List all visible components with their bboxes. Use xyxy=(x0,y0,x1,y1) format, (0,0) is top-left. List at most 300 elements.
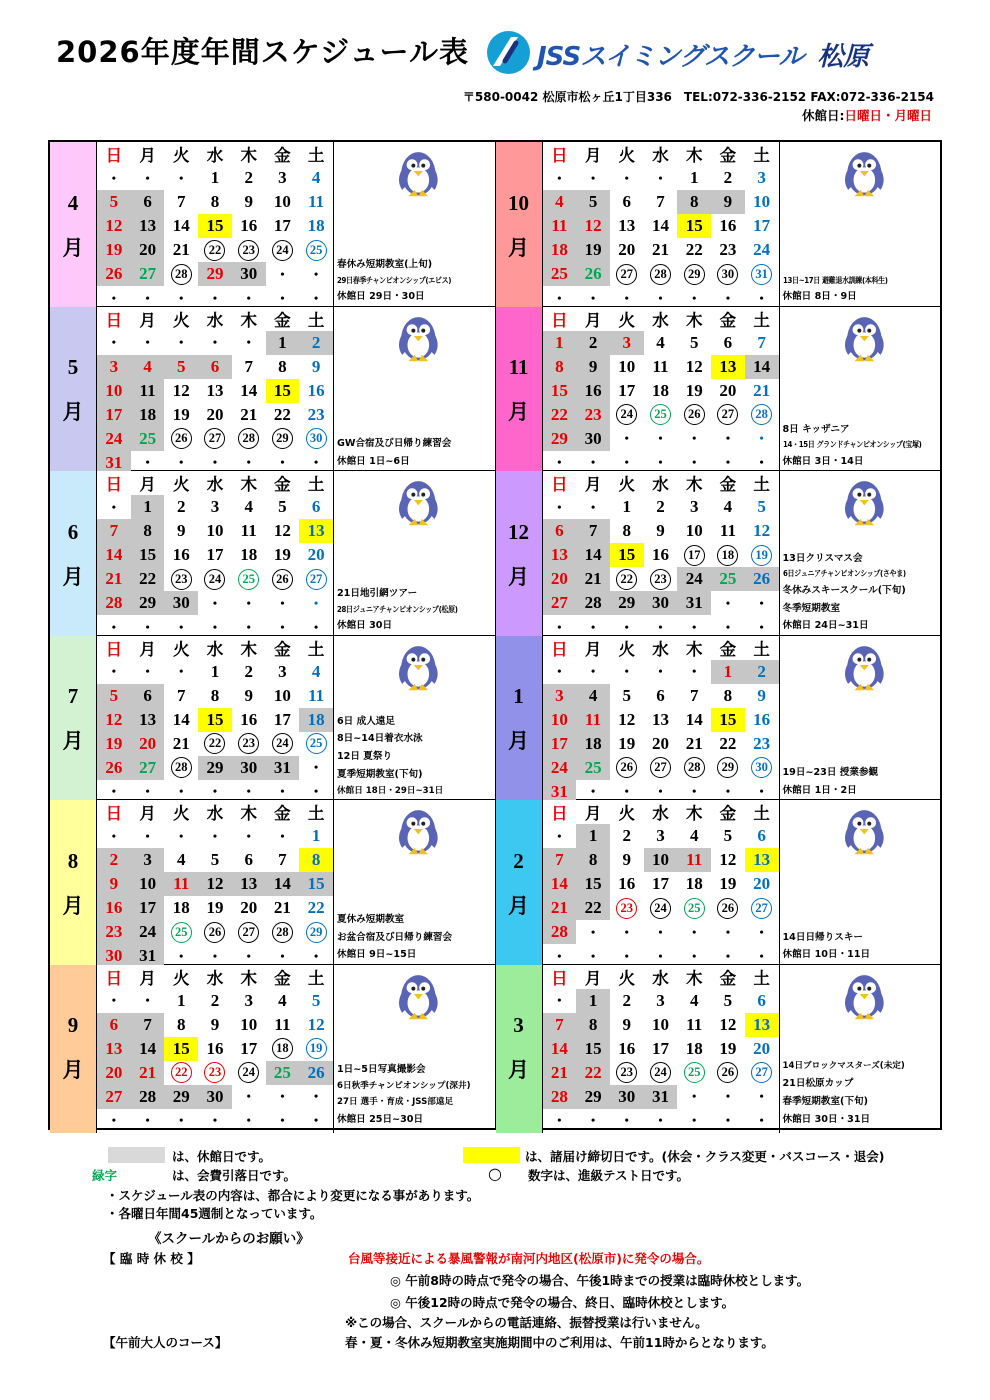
day-cell xyxy=(543,872,577,896)
day-number: 9 xyxy=(109,874,119,893)
test-day-number: 26 xyxy=(204,922,225,943)
day-number: • xyxy=(246,455,251,469)
day-number: 15 xyxy=(719,709,737,729)
test-day-number: 24 xyxy=(204,569,225,590)
day-number: • xyxy=(111,784,116,798)
day-number: 24 xyxy=(139,922,157,941)
day-cell xyxy=(198,824,232,848)
day-cell xyxy=(131,190,165,214)
day-number: 10 xyxy=(273,192,291,211)
day-cell xyxy=(232,403,266,427)
day-cell xyxy=(164,495,198,519)
day-number: 7 xyxy=(244,356,253,376)
day-cell xyxy=(131,989,165,1013)
day-number: • xyxy=(111,170,116,185)
day-cell xyxy=(198,684,232,708)
day-number: 12 xyxy=(719,1014,737,1034)
day-cell xyxy=(97,1037,131,1061)
day-number: 2 xyxy=(210,990,220,1010)
logo-text: JSSスイミングスクール xyxy=(537,42,804,72)
day-number: 14 xyxy=(105,545,123,564)
day-number: 31 xyxy=(273,757,291,777)
day-number: 8 xyxy=(143,521,152,540)
day-cell xyxy=(198,543,232,567)
school-address: 〒580-0042 松原市松ヶ丘1丁目336 TEL:072-336-2152 FAX:072-336-2154 xyxy=(462,90,934,104)
test-day-number: 25 xyxy=(684,1062,705,1083)
weekday-header: 金 xyxy=(274,146,291,165)
day-number: • xyxy=(590,924,596,939)
day-number: 13 xyxy=(307,521,325,540)
weekday-header: 木 xyxy=(240,804,257,823)
test-day-number: 25 xyxy=(238,569,259,590)
day-number: 3 xyxy=(656,990,665,1010)
morning-adult-course-text: 春・夏・冬休み短期教室実施期間中のご利用は、午前11時からとなります。 xyxy=(345,1335,774,1350)
day-number: 12 xyxy=(273,521,291,540)
day-number: 13 xyxy=(139,709,157,729)
day-cell xyxy=(266,519,300,543)
day-cell xyxy=(198,1037,232,1061)
day-cell xyxy=(266,1013,300,1037)
day-cell xyxy=(576,214,610,238)
day-cell xyxy=(543,190,577,214)
day-cell xyxy=(677,567,711,591)
month-notes-1 xyxy=(779,636,941,804)
day-cell xyxy=(164,190,198,214)
day-cell xyxy=(610,920,644,944)
day-number: • xyxy=(145,335,150,349)
weekday-header: 木 xyxy=(685,968,703,988)
day-cell xyxy=(131,238,165,262)
day-cell xyxy=(266,403,300,427)
day-cell xyxy=(610,262,644,286)
day-cell xyxy=(131,331,165,355)
test-day-number: 31 xyxy=(751,264,772,285)
day-cell xyxy=(131,920,165,944)
day-cell xyxy=(711,495,745,519)
day-cell xyxy=(232,567,266,591)
day-cell xyxy=(576,708,610,732)
day-number: 2 xyxy=(311,332,321,352)
test-day-number: 25 xyxy=(306,240,327,261)
month-block-1 xyxy=(496,636,941,800)
day-number: 13 xyxy=(753,1014,771,1034)
day-cell xyxy=(232,732,266,756)
day-cell xyxy=(232,989,266,1013)
month-calendar-grid xyxy=(543,471,779,639)
day-cell xyxy=(131,684,165,708)
day-number: • xyxy=(179,1113,184,1127)
day-cell xyxy=(232,166,266,190)
day-cell xyxy=(711,872,745,896)
day-cell xyxy=(610,1085,644,1109)
penguin-tanabata-illustration xyxy=(392,638,446,696)
day-number: • xyxy=(111,499,116,514)
day-number: • xyxy=(246,595,251,610)
day-number: • xyxy=(759,784,764,798)
month-label-2 xyxy=(496,800,543,968)
weekday-header: 日 xyxy=(551,310,568,330)
day-cell xyxy=(576,1085,610,1109)
day-cell xyxy=(610,238,644,262)
day-cell xyxy=(576,756,610,780)
day-cell xyxy=(266,379,300,403)
day-cell xyxy=(266,214,300,238)
day-cell xyxy=(198,355,232,379)
day-cell xyxy=(198,1013,232,1037)
day-number: 19 xyxy=(719,1038,737,1058)
day-number: 21 xyxy=(172,733,190,753)
day-number: • xyxy=(314,455,319,469)
day-cell xyxy=(745,214,779,238)
day-number: 16 xyxy=(307,380,325,400)
weekday-header: 火 xyxy=(173,968,190,988)
day-number: • xyxy=(145,664,150,678)
month-label-11 xyxy=(496,307,543,475)
test-day-number: 18 xyxy=(272,1038,293,1059)
day-number: 16 xyxy=(206,1038,224,1058)
day-number: • xyxy=(658,664,663,678)
day-number: 18 xyxy=(139,404,157,424)
day-number: 30 xyxy=(651,593,669,612)
day-cell xyxy=(198,1085,232,1109)
day-number: 2 xyxy=(244,168,253,187)
test-day-number: 24 xyxy=(272,240,293,261)
month-calendar-grid xyxy=(97,800,333,968)
month-notes-2 xyxy=(779,800,941,968)
day-number: • xyxy=(557,993,562,1007)
day-number: • xyxy=(557,455,562,469)
circle-legend-label: 数字は、進級テスト日です。 xyxy=(528,1168,690,1183)
day-cell xyxy=(266,166,300,190)
day-number: 21 xyxy=(273,898,291,917)
day-cell xyxy=(677,403,711,427)
weekday-header: 木 xyxy=(685,475,703,494)
day-cell xyxy=(232,214,266,238)
month-notes-8 xyxy=(333,800,495,968)
day-number: • xyxy=(725,595,731,610)
day-cell xyxy=(232,519,266,543)
day-cell xyxy=(198,567,232,591)
month-label-8 xyxy=(50,800,97,968)
test-day-number: 28 xyxy=(171,264,192,285)
day-number: 7 xyxy=(588,521,598,540)
day-number: • xyxy=(179,170,184,185)
day-cell xyxy=(164,896,198,920)
test-day-number: 23 xyxy=(204,1062,225,1083)
day-cell xyxy=(97,1085,131,1109)
day-number: • xyxy=(759,1113,764,1127)
day-number: 14 xyxy=(550,874,568,893)
day-cell xyxy=(299,684,333,708)
weekday-header: 木 xyxy=(685,310,703,330)
day-number: • xyxy=(759,290,764,305)
day-number: 10 xyxy=(139,874,157,893)
month-calendar-grid xyxy=(97,965,333,1133)
weekday-header: 水 xyxy=(652,475,669,494)
day-number: 31 xyxy=(550,781,568,801)
day-cell xyxy=(711,896,745,920)
day-number: 5 xyxy=(588,192,598,211)
day-cell xyxy=(164,567,198,591)
day-number: 10 xyxy=(753,192,771,211)
weekday-header: 水 xyxy=(652,804,669,823)
day-number: • xyxy=(179,455,184,469)
day-number: 4 xyxy=(244,497,253,516)
day-cell xyxy=(232,708,266,732)
day-cell xyxy=(198,732,232,756)
weekday-header: 金 xyxy=(274,310,291,330)
day-cell xyxy=(677,427,711,451)
day-cell xyxy=(299,1109,333,1133)
test-day-number: 28 xyxy=(684,757,705,778)
note-line: 19日~23日 授業参観 xyxy=(782,767,879,779)
day-cell xyxy=(266,732,300,756)
day-number: 21 xyxy=(753,380,771,400)
month-notes-12 xyxy=(779,471,941,639)
weekday-header: 木 xyxy=(240,968,257,988)
closure-rule-1: ◎ 午前8時の時点で発令の場合、午後1時までの授業は臨時休校とします。 xyxy=(390,1273,810,1288)
weekday-header: 日 xyxy=(105,639,123,659)
day-number: 4 xyxy=(588,685,598,705)
day-number: 20 xyxy=(206,404,224,424)
weekday-header: 金 xyxy=(719,475,737,494)
day-cell xyxy=(232,331,266,355)
month-unit: 月 xyxy=(508,400,529,424)
day-number: • xyxy=(557,1113,562,1127)
day-cell xyxy=(232,591,266,615)
day-number: • xyxy=(212,828,218,843)
day-cell xyxy=(644,824,678,848)
day-cell xyxy=(711,708,745,732)
day-cell xyxy=(644,355,678,379)
day-number: • xyxy=(111,1113,116,1127)
day-number: 14 xyxy=(584,545,602,564)
day-cell xyxy=(97,872,131,896)
test-day-number: 22 xyxy=(171,1062,192,1083)
day-cell xyxy=(232,1061,266,1085)
closure-note: ※この場合、スクールからの電話連絡、振替授業は行いません。 xyxy=(345,1315,708,1330)
day-number: 31 xyxy=(105,452,123,472)
day-number: 18 xyxy=(685,874,703,893)
month-unit: 月 xyxy=(62,564,84,589)
day-number: • xyxy=(212,784,218,798)
day-cell xyxy=(745,684,779,708)
day-cell xyxy=(677,824,711,848)
weekday-header: 月 xyxy=(584,310,602,330)
day-number: 1 xyxy=(723,661,733,681)
note-line: 休館日 30日・31日 xyxy=(782,1113,871,1125)
month-label-3 xyxy=(496,965,543,1133)
day-number: • xyxy=(280,948,285,963)
day-cell xyxy=(745,543,779,567)
day-cell xyxy=(543,848,577,872)
day-cell xyxy=(610,519,644,543)
month-notes-3 xyxy=(779,965,941,1133)
day-number: 3 xyxy=(278,168,287,187)
day-cell xyxy=(131,543,165,567)
day-number: 15 xyxy=(618,545,636,564)
day-cell xyxy=(644,331,678,355)
day-number: 23 xyxy=(753,733,771,753)
day-cell xyxy=(644,1109,678,1133)
weekday-header: 月 xyxy=(584,475,602,494)
day-number: 8 xyxy=(723,685,733,705)
test-day-number: 23 xyxy=(616,1062,637,1083)
note-line: 14・15日 グランドチャンピオンシップ(宝塚) xyxy=(782,440,922,450)
day-cell xyxy=(610,190,644,214)
day-number: 30 xyxy=(105,946,123,965)
test-day-number: 23 xyxy=(171,569,192,590)
day-number: 17 xyxy=(618,380,636,400)
day-cell xyxy=(97,989,131,1013)
month-calendar-grid xyxy=(97,636,333,804)
day-number: 16 xyxy=(618,874,636,893)
month-block-5 xyxy=(50,307,495,471)
day-number: 4 xyxy=(689,826,699,845)
day-number: 14 xyxy=(139,1038,157,1058)
day-cell xyxy=(131,262,165,286)
weekday-header: 木 xyxy=(240,310,257,330)
day-number: 17 xyxy=(550,733,568,753)
day-number: 21 xyxy=(685,733,703,753)
test-day-number: 26 xyxy=(171,428,192,449)
day-cell xyxy=(131,732,165,756)
day-number: 12 xyxy=(105,709,123,729)
month-block-12 xyxy=(496,471,941,635)
day-number: • xyxy=(759,431,764,445)
day-cell xyxy=(97,331,131,355)
month-calendar-grid xyxy=(543,307,779,475)
day-number: 13 xyxy=(206,380,224,400)
day-number: 17 xyxy=(753,216,771,235)
month-notes-4 xyxy=(333,142,495,310)
day-cell xyxy=(164,379,198,403)
day-cell xyxy=(711,262,745,286)
day-number: 21 xyxy=(550,1062,568,1082)
day-number: • xyxy=(759,1089,764,1103)
typhoon-warning-text: 台風等接近による暴風警報が南河内地区(松原市)に発令の場合。 xyxy=(348,1251,710,1266)
day-number: 4 xyxy=(689,990,699,1010)
day-number: 19 xyxy=(206,898,224,917)
day-number: • xyxy=(212,290,218,305)
penguin-hakama-illustration xyxy=(837,638,891,696)
day-cell xyxy=(131,1085,165,1109)
day-cell xyxy=(164,1061,198,1085)
day-cell xyxy=(576,166,610,190)
day-number: • xyxy=(246,948,251,963)
day-number: 10 xyxy=(206,521,224,540)
day-number: 8 xyxy=(177,1014,186,1034)
day-cell xyxy=(164,1109,198,1133)
test-day-number: 28 xyxy=(171,757,192,778)
test-day-number: 22 xyxy=(204,733,225,754)
weekday-header: 月 xyxy=(139,804,156,823)
weekday-header: 水 xyxy=(652,310,669,330)
day-number: 2 xyxy=(723,168,733,187)
day-number: 15 xyxy=(584,1038,602,1058)
day-cell xyxy=(644,732,678,756)
weekday-header: 月 xyxy=(139,475,156,494)
day-cell xyxy=(745,1061,779,1085)
test-day-number: 30 xyxy=(751,757,772,778)
month-block-10 xyxy=(496,142,941,306)
day-number: 5 xyxy=(689,332,699,352)
day-cell xyxy=(97,567,131,591)
month-block-7 xyxy=(50,636,495,800)
day-number: • xyxy=(246,335,251,349)
test-day-number: 24 xyxy=(238,1062,259,1083)
day-number: 26 xyxy=(307,1062,325,1082)
day-number: 25 xyxy=(550,264,568,283)
day-number: 19 xyxy=(273,545,291,564)
day-cell xyxy=(299,567,333,591)
day-cell xyxy=(644,238,678,262)
day-number: 13 xyxy=(753,850,771,869)
month-unit: 月 xyxy=(508,564,529,589)
month-number: 3 xyxy=(513,1013,524,1037)
day-cell xyxy=(97,848,131,872)
month-number: 2 xyxy=(513,848,524,873)
day-number: 8 xyxy=(311,850,321,869)
penguin-reading-illustration xyxy=(837,309,891,367)
day-number: 5 xyxy=(210,850,220,869)
day-cell xyxy=(711,166,745,190)
month-label-9 xyxy=(50,965,97,1133)
day-number: • xyxy=(725,619,731,634)
note-line: 21日松原カップ xyxy=(782,1078,854,1090)
day-number: 6 xyxy=(109,1014,119,1034)
day-cell xyxy=(97,543,131,567)
day-cell xyxy=(232,660,266,684)
day-cell xyxy=(610,355,644,379)
day-number: 3 xyxy=(689,497,699,516)
day-cell xyxy=(745,238,779,262)
day-number: • xyxy=(111,619,116,634)
test-day-number: 28 xyxy=(238,428,259,449)
day-number: 11 xyxy=(308,685,325,705)
day-cell xyxy=(299,920,333,944)
day-number: 29 xyxy=(139,593,157,612)
day-number: • xyxy=(624,924,629,939)
day-cell xyxy=(299,331,333,355)
note-line: 6日ジュニアチャンピオンシップ(さやま) xyxy=(782,569,906,579)
day-cell xyxy=(610,591,644,615)
day-number: 16 xyxy=(172,545,190,564)
test-day-number: 22 xyxy=(204,240,225,261)
day-number: 2 xyxy=(588,332,598,352)
day-cell xyxy=(677,1085,711,1109)
day-number: 16 xyxy=(105,898,123,917)
day-number: 9 xyxy=(210,1014,220,1034)
day-number: 20 xyxy=(139,240,157,259)
day-number: 7 xyxy=(555,1014,564,1034)
day-cell xyxy=(164,427,198,451)
day-number: 6 xyxy=(555,521,564,540)
penguin-moon-illustration xyxy=(392,967,446,1025)
day-number: 17 xyxy=(651,874,669,893)
weekday-header: 月 xyxy=(139,310,156,330)
day-number: 19 xyxy=(584,240,602,259)
note-line: 27日 選手・育成・JSS部遠足 xyxy=(337,1096,454,1107)
closure-rule-2: ◎ 午後12時の時点で発令の場合、終日、臨時休校とします。 xyxy=(390,1295,735,1310)
day-cell xyxy=(576,1061,610,1085)
weekday-header: 土 xyxy=(753,639,770,659)
day-number: • xyxy=(624,784,629,798)
day-cell xyxy=(266,190,300,214)
day-number: 1 xyxy=(278,332,287,352)
day-number: • xyxy=(314,760,319,774)
day-number: 3 xyxy=(244,990,253,1010)
